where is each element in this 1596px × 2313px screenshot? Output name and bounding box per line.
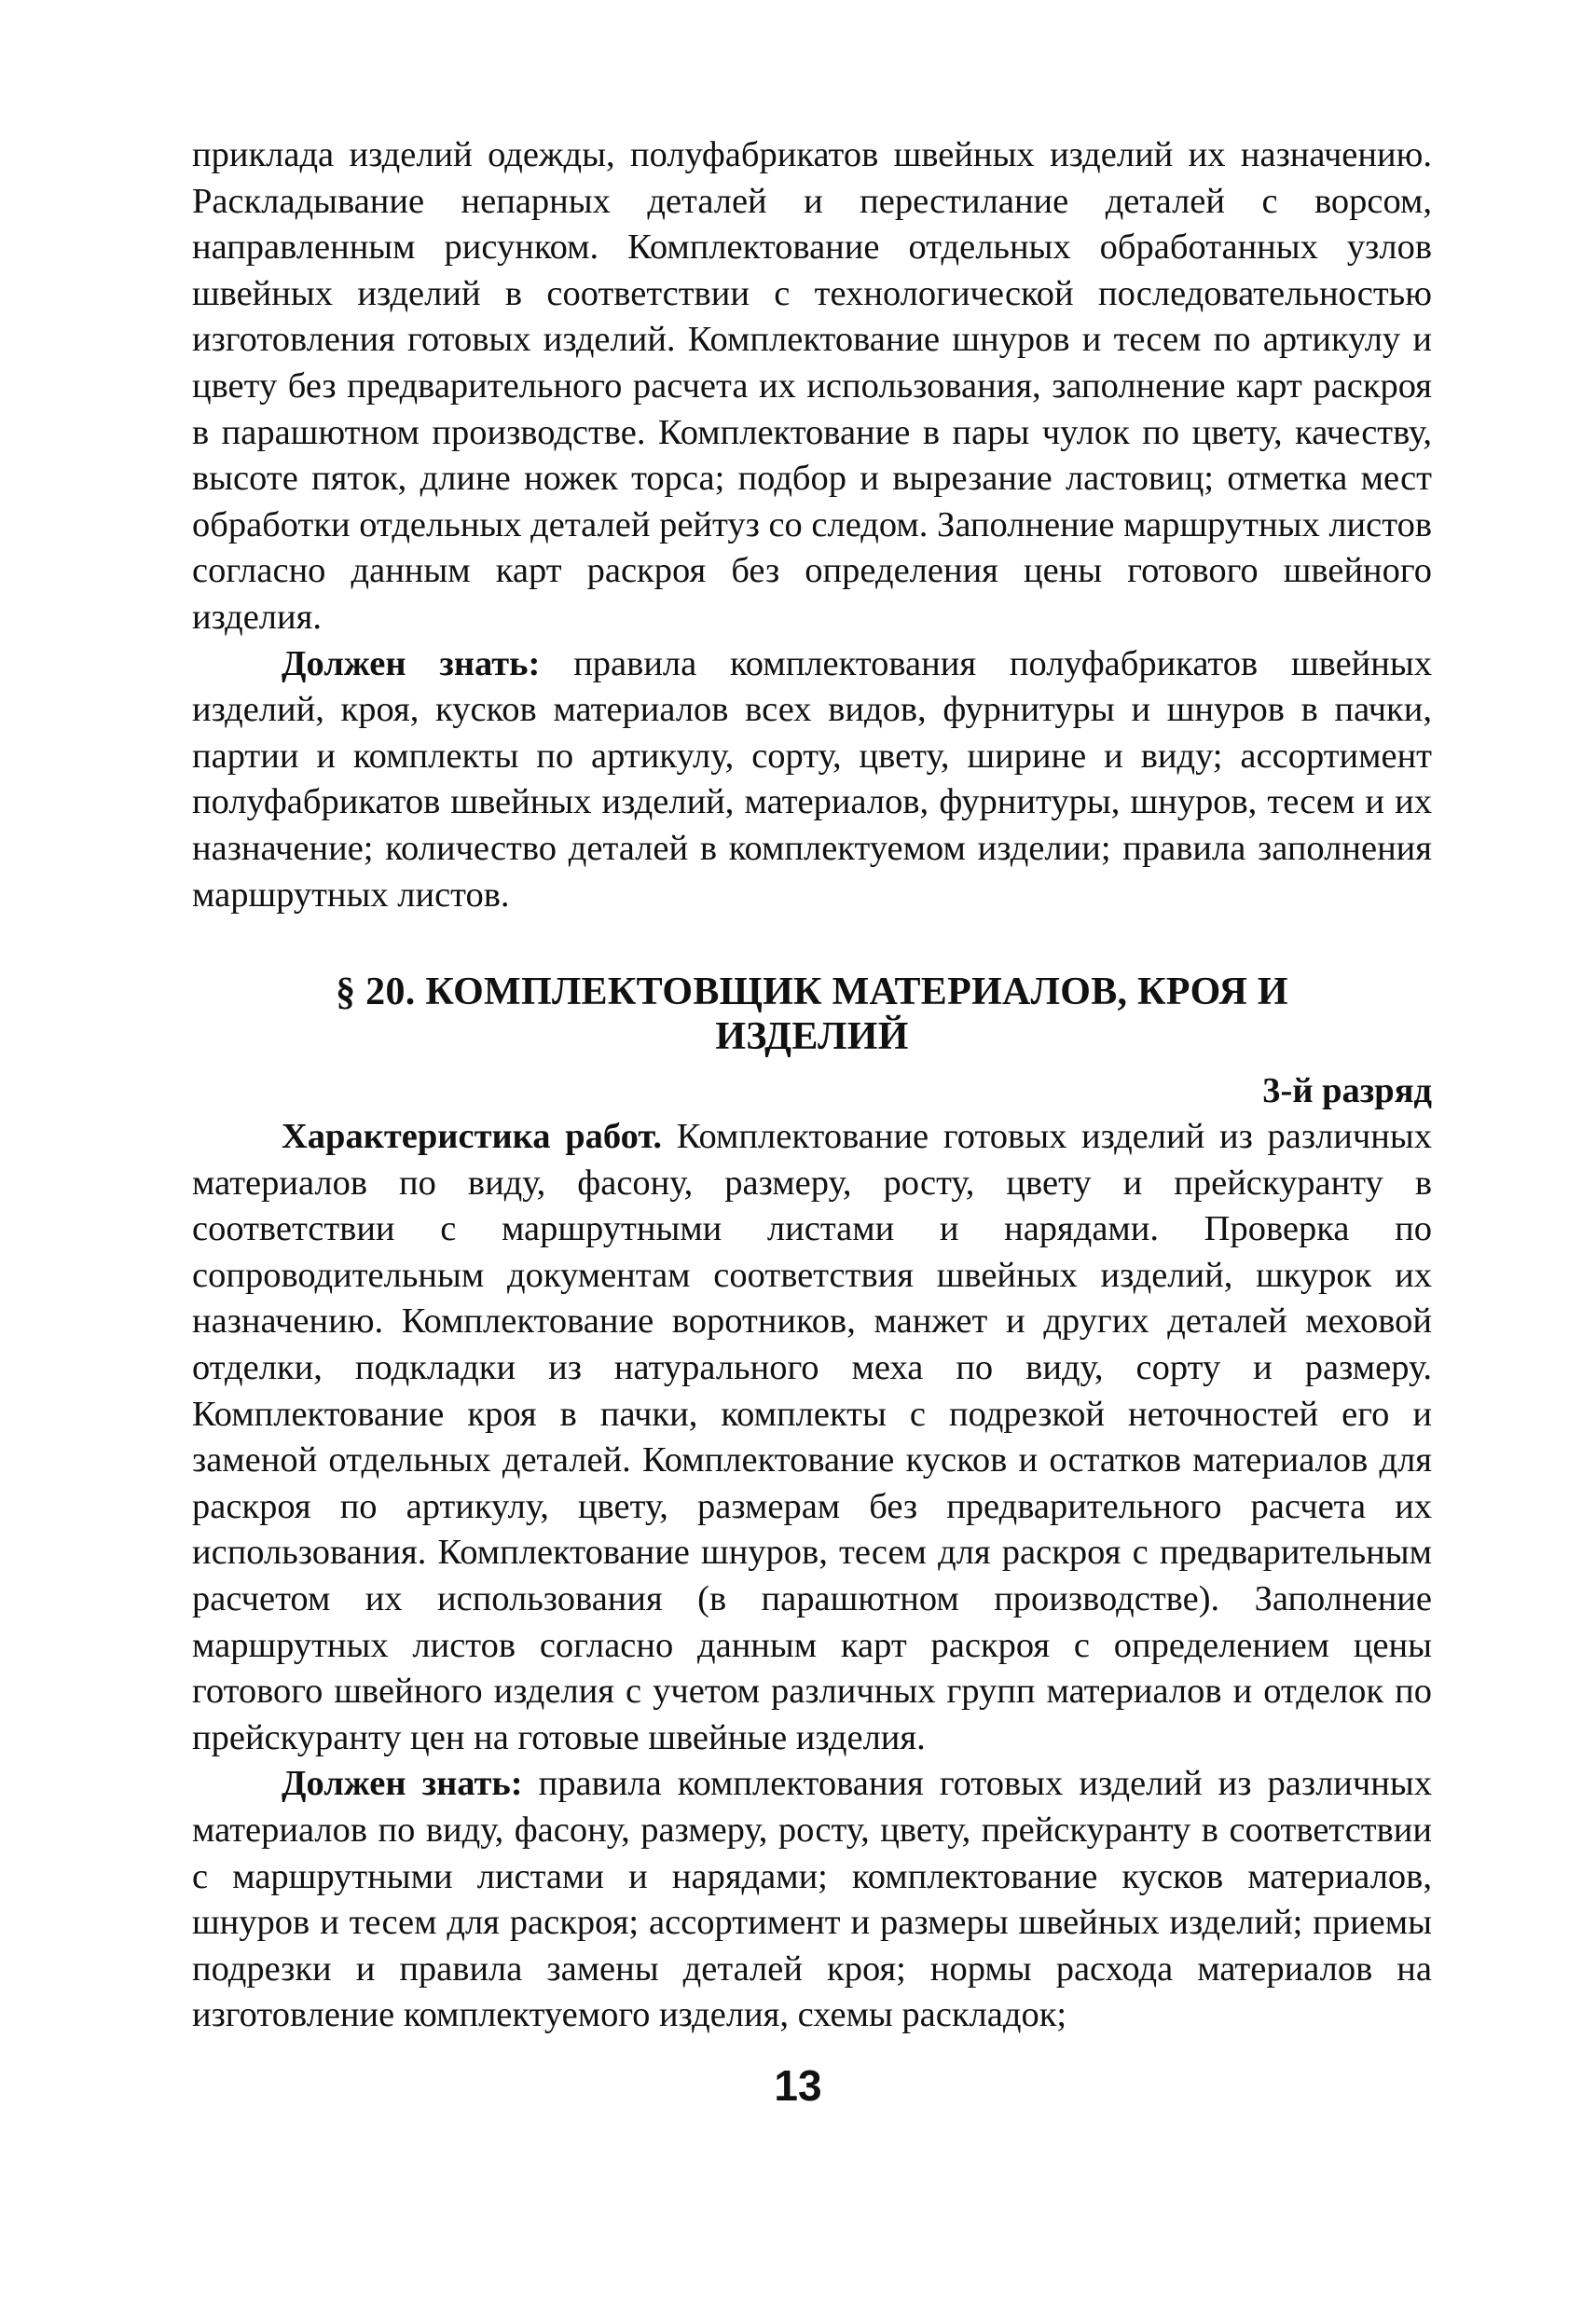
work-characteristics-paragraph xyxy=(192,1114,1432,1761)
grade-label: 3-й разряд xyxy=(1262,1071,1432,1111)
must-know-label-2: Должен знать: xyxy=(282,1764,523,1804)
work-characteristics-text: Комплектование готовых изделий из различных материалов по виду, фасону, размеру, росту, цвету и прейскуранту в соответствии с маршрутными листами и нарядами. Проверка по сопроводительным документам соответствия швейных изделий, шкурок их назначению. Комплектование воротников, манжет и других деталей меховой отделки, подкладки из натурального меха по виду, сорту и размеру. Комплектование кроя в пачки, комплекты с подрезкой неточностей его и заменой отдельных деталей. Комплектование кусков и остатков материалов для раскроя по артикулу, цвету, размерам без предварительного расчета их использования. Комплектование шнуров, тесем для раскроя с предварительным расчетом их использования (в парашютном производстве). Заполнение маршрутных листов согласно данным карт раскроя с определением цены готового швейного изделия с учетом различных групп материалов и отделок по прейскуранту цен на готовые швейные изделия. xyxy=(192,1117,1432,1757)
section-heading xyxy=(192,970,1432,1059)
page-content xyxy=(192,132,1432,2039)
page-number: 13 xyxy=(774,2061,822,2110)
section-title-line-2: ИЗДЕЛИЙ xyxy=(715,1015,909,1059)
must-know-paragraph-1 xyxy=(192,641,1432,919)
must-know-paragraph-2 xyxy=(192,1761,1432,2039)
must-know-text-2: правила комплектования готовых изделий из различных материалов по виду, фасону, размеру, росту, цвету, прейскуранту в соответствии с маршрутными листами и нарядами; комплектование кусков материалов, шнуров и тесем для раскроя; ассортимент и размеры швейных изделий; приемы подрезки и правила замены деталей кроя; нормы расхода материалов на изготовление комплектуемого изделия, схемы раскладок; xyxy=(192,1764,1432,2035)
must-know-label-1: Должен знать: xyxy=(282,643,541,683)
must-know-text-1: правила комплектования полуфабрикатов швейных изделий, кроя, кусков материалов всех видов, фурнитуры и шнуров в пачки, партии и комплекты по артикулу, сорту, цвету, ширине и виду; ассортимент полуфабрикатов швейных изделий, материалов, фурнитуры, шнуров, тесем и их назначение; количество деталей в комплектуемом изделии; правила заполнения маршрутных листов. xyxy=(192,643,1433,915)
continuation-paragraph: приклада изделий одежды, полуфабрикатов швейных изделий их назначению. Раскладывание непарных деталей и перестилание деталей с ворсом, направленным рисунком. Комплектование отдельных обработанных узлов швейных изделий в соответствии с технологической последовательностью изготовления готовых изделий. Комплектование шнуров и тесем по артикулу и цвету без предварительного расчета их использования, заполнение карт раскроя в парашютном производстве. Комплектование в пары чулок по цвету, качеству, высоте пяток, длине ножек торса; подбор и вырезание ластовиц; отметка мест обработки отдельных деталей рейтуз со следом. Заполнение маршрутных листов согласно данным карт раскроя без определения цены готового швейного изделия. xyxy=(192,135,1432,637)
work-characteristics-label: Характеристика работ. xyxy=(282,1117,663,1157)
section-title-line-1: § 20. КОМПЛЕКТОВЩИК МАТЕРИАЛОВ, КРОЯ И xyxy=(336,971,1288,1014)
